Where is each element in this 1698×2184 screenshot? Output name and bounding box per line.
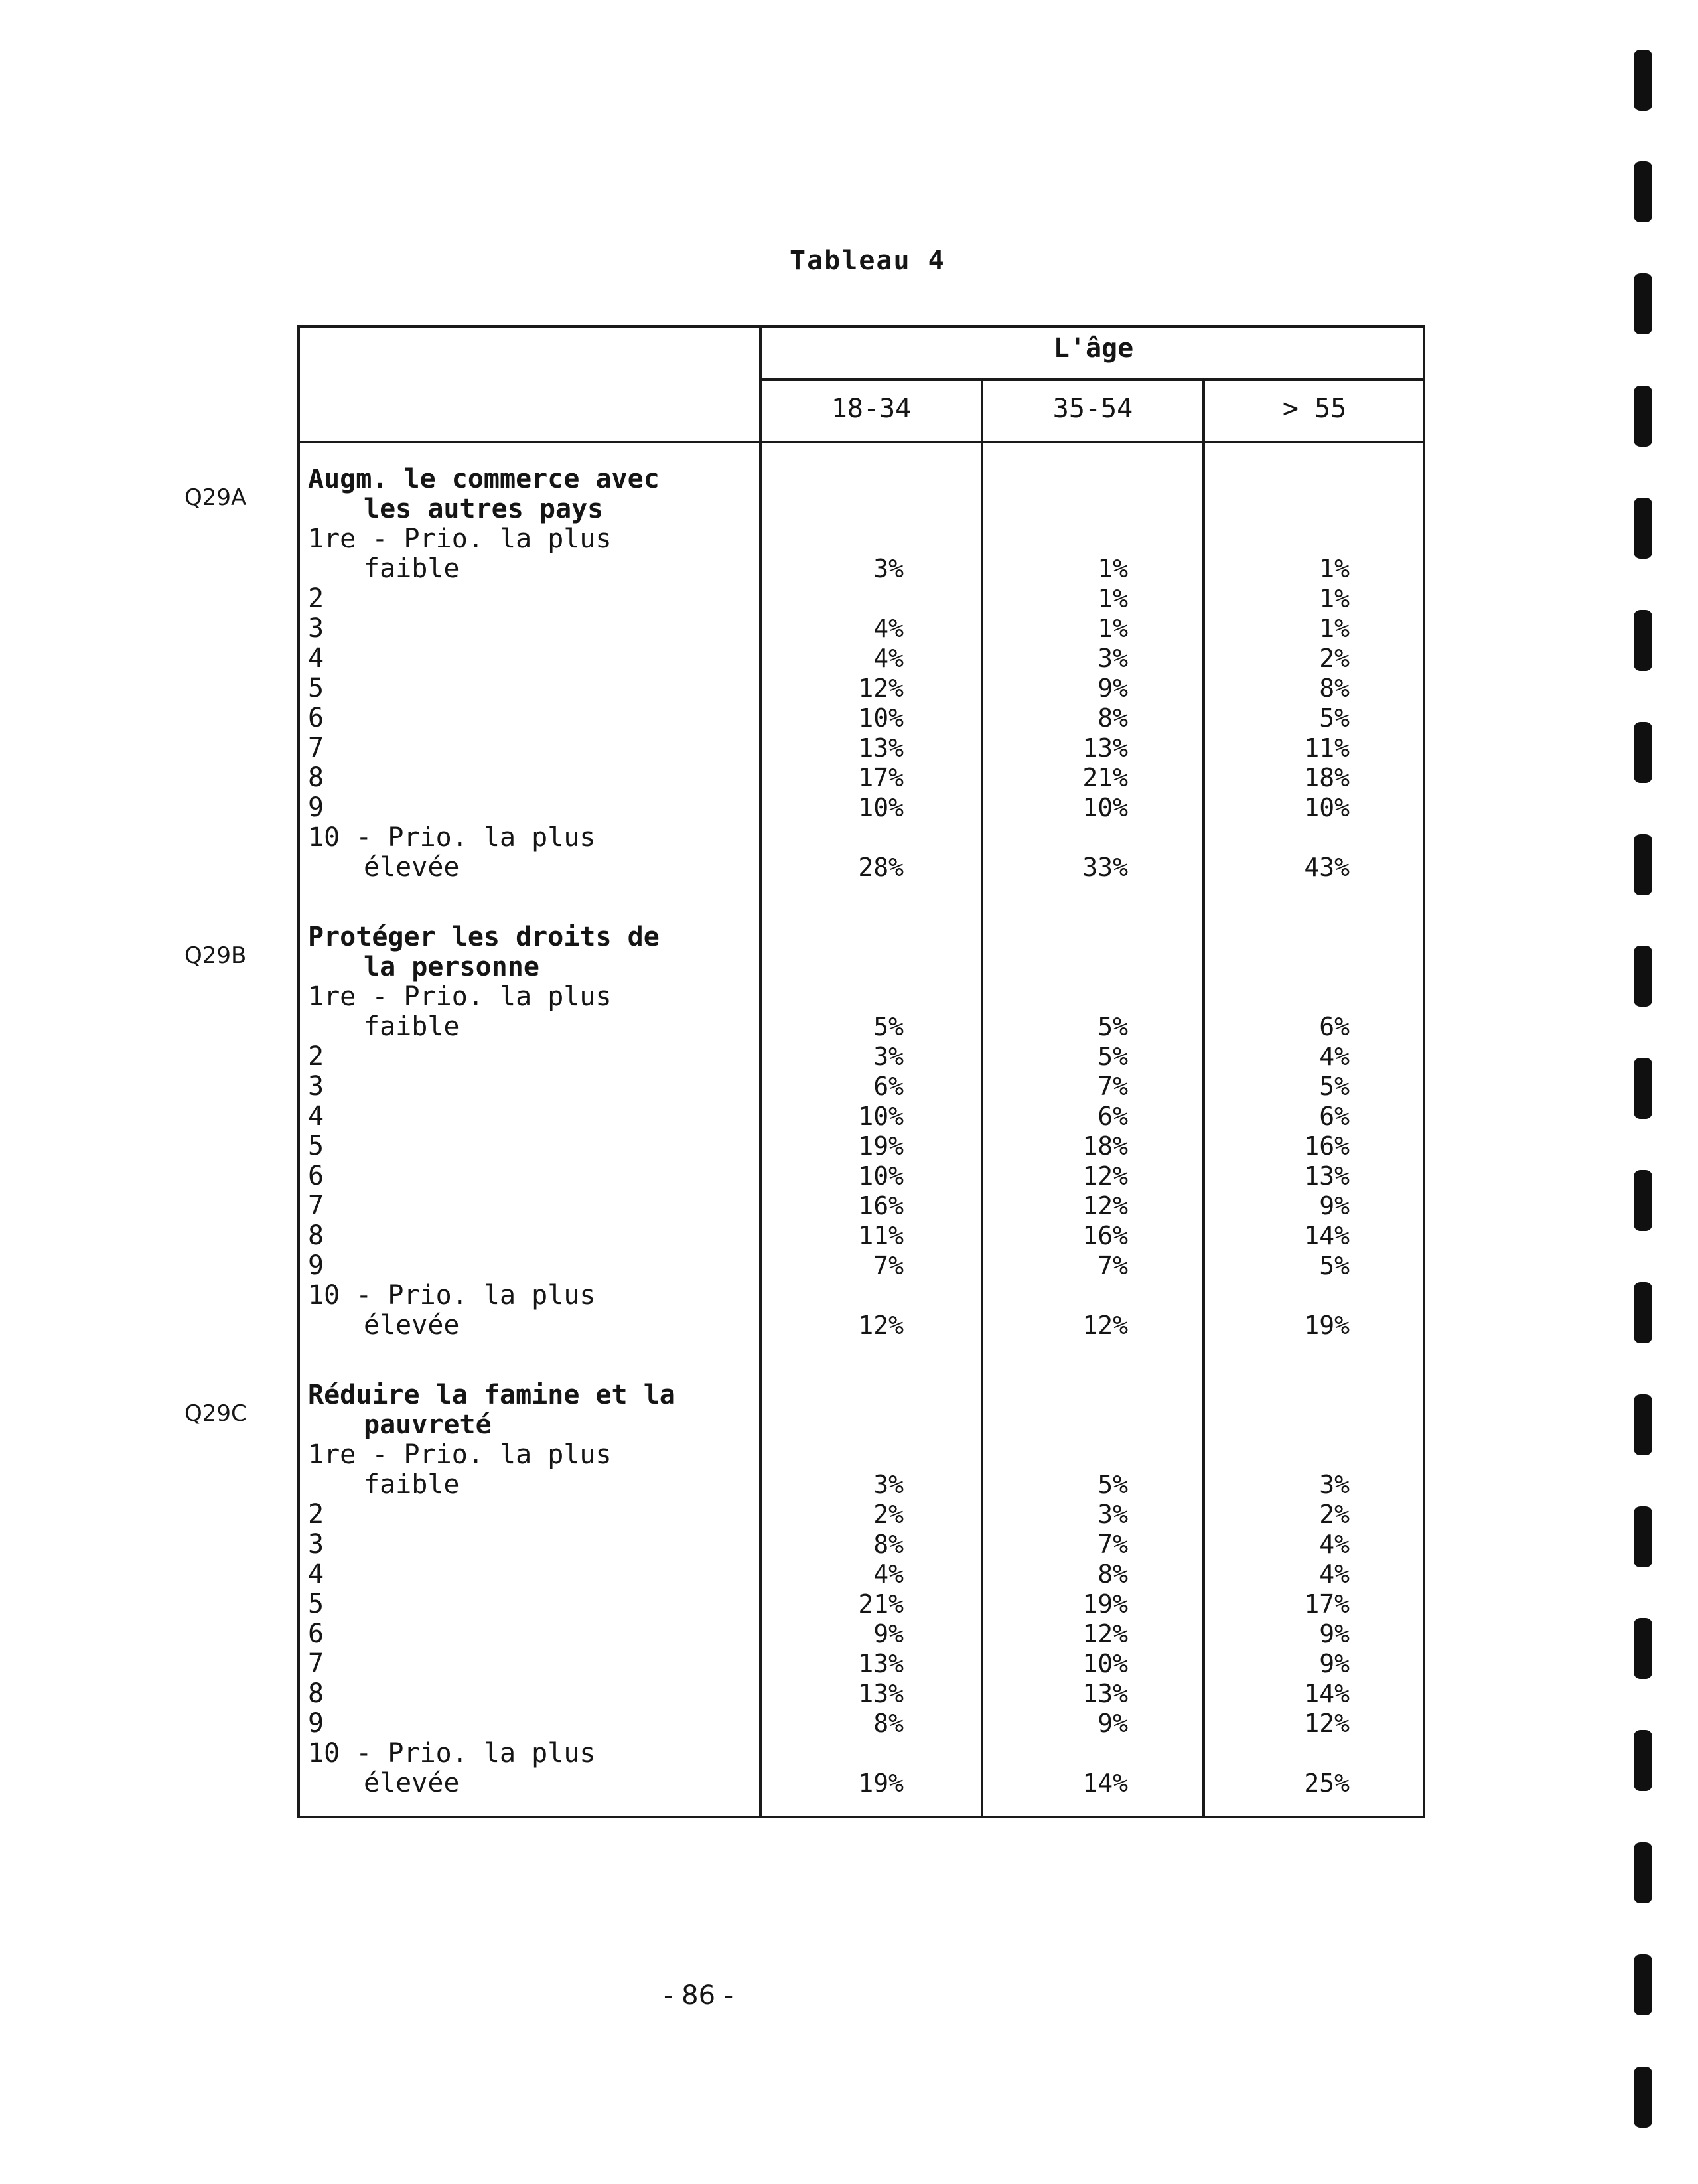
- cell-value: 12%: [1082, 1311, 1128, 1340]
- cell-value: 33%: [1082, 853, 1128, 882]
- cell-value: 3%: [1319, 1470, 1350, 1499]
- values-35-54: [995, 1380, 1128, 1798]
- cell-value: 10%: [858, 1161, 904, 1191]
- values-55-plus: [1217, 1380, 1350, 1798]
- cell-value: 25%: [1304, 1769, 1350, 1798]
- cell-value: 12%: [1082, 1191, 1128, 1220]
- cell-value: 16%: [1082, 1221, 1128, 1250]
- table-divider: [759, 378, 1425, 381]
- cell-value: 12%: [858, 1311, 904, 1340]
- table-divider: [981, 378, 983, 1818]
- cell-value: 5%: [873, 1012, 904, 1041]
- row-label: 1re - Prio. la plus: [308, 1440, 612, 1470]
- row-label: 6: [308, 1161, 324, 1191]
- cell-value: 13%: [858, 1649, 904, 1678]
- cell-value: 8%: [873, 1709, 904, 1738]
- cell-value: 2%: [873, 1500, 904, 1529]
- cell-value: 8%: [873, 1530, 904, 1559]
- question-code: Q29C: [184, 1400, 247, 1427]
- cell-value: 18%: [1082, 1131, 1128, 1161]
- row-label: faible: [364, 554, 460, 584]
- row-label: 3: [308, 614, 324, 644]
- row-label: 9: [308, 1251, 324, 1281]
- cell-value: 6%: [1319, 1012, 1350, 1041]
- binding-hole: [1634, 1954, 1652, 2015]
- cell-value: 1%: [1319, 584, 1350, 613]
- cell-value: 9%: [1097, 1709, 1128, 1738]
- cell-value: 4%: [1319, 1560, 1350, 1589]
- cell-value: 9%: [1097, 674, 1128, 703]
- cell-value: 16%: [858, 1191, 904, 1220]
- cell-value: 8%: [1097, 1560, 1128, 1589]
- cell-value: 13%: [1304, 1161, 1350, 1191]
- cell-value: 1%: [1319, 614, 1350, 643]
- cell-value: 13%: [858, 1679, 904, 1708]
- cell-value: 9%: [1319, 1619, 1350, 1648]
- values-18-34: [771, 922, 904, 1341]
- values-35-54: [995, 922, 1128, 1341]
- cell-value: 21%: [858, 1589, 904, 1619]
- cell-value: 12%: [1304, 1709, 1350, 1738]
- cell-value: 4%: [873, 1560, 904, 1589]
- section-title-line: Protéger les droits de: [308, 922, 660, 952]
- cell-value: 16%: [1304, 1131, 1350, 1161]
- cell-value: 5%: [1319, 1072, 1350, 1101]
- row-label: 4: [308, 1560, 324, 1589]
- row-label: 5: [308, 1131, 324, 1161]
- cell-value: 12%: [1082, 1161, 1128, 1191]
- row-label: élevée: [364, 1769, 460, 1798]
- cell-value: 4%: [1319, 1042, 1350, 1071]
- row-label: 9: [308, 793, 324, 823]
- row-label: 2: [308, 1042, 324, 1072]
- section-title-line: Augm. le commerce avec: [308, 465, 660, 494]
- row-label: 7: [308, 733, 324, 763]
- cell-value: 4%: [873, 614, 904, 643]
- cell-value: 10%: [858, 793, 904, 822]
- binding-hole: [1634, 1842, 1652, 1903]
- section-labels: [308, 465, 759, 883]
- cell-value: 10%: [1082, 793, 1128, 822]
- cell-value: 7%: [1097, 1072, 1128, 1101]
- page-number: - 86 -: [664, 1980, 734, 2011]
- cell-value: 3%: [873, 554, 904, 583]
- cell-value: 5%: [1097, 1042, 1128, 1071]
- cell-value: 8%: [1319, 674, 1350, 703]
- cell-value: 5%: [1097, 1470, 1128, 1499]
- row-label: 3: [308, 1530, 324, 1560]
- table-divider: [297, 441, 1425, 443]
- section-title-line: la personne: [364, 952, 539, 982]
- cell-value: 6%: [1097, 1102, 1128, 1131]
- row-label: élevée: [364, 1311, 460, 1341]
- row-label: 10 - Prio. la plus: [308, 1739, 596, 1769]
- cell-value: 10%: [1304, 793, 1350, 822]
- cell-value: 10%: [1082, 1649, 1128, 1678]
- cell-value: 19%: [1304, 1311, 1350, 1340]
- row-label: 10 - Prio. la plus: [308, 1281, 596, 1311]
- row-label: 10 - Prio. la plus: [308, 823, 596, 853]
- cell-value: 3%: [873, 1042, 904, 1071]
- row-label: 4: [308, 644, 324, 674]
- row-label: 2: [308, 1500, 324, 1530]
- binding-hole: [1634, 610, 1652, 671]
- page-title: Tableau 4: [790, 246, 946, 276]
- cell-value: 13%: [1082, 1679, 1128, 1708]
- row-label: 1re - Prio. la plus: [308, 982, 612, 1012]
- question-code: Q29A: [184, 484, 247, 511]
- cell-value: 18%: [1304, 763, 1350, 792]
- cell-value: 1%: [1097, 614, 1128, 643]
- values-18-34: [771, 1380, 904, 1798]
- binding-hole: [1634, 1506, 1652, 1567]
- cell-value: 21%: [1082, 763, 1128, 792]
- age-group-header: L'âge: [1053, 333, 1134, 364]
- cell-value: 19%: [858, 1131, 904, 1161]
- row-label: 8: [308, 1221, 324, 1251]
- cell-value: 7%: [1097, 1251, 1128, 1280]
- section-title-line: pauvreté: [364, 1410, 492, 1440]
- row-label: élevée: [364, 853, 460, 883]
- table-divider: [759, 325, 762, 1818]
- cell-value: 13%: [858, 733, 904, 763]
- row-label: 1re - Prio. la plus: [308, 524, 612, 554]
- cell-value: 6%: [873, 1072, 904, 1101]
- cell-value: 2%: [1319, 1500, 1350, 1529]
- cell-value: 9%: [1319, 1191, 1350, 1220]
- binding-hole: [1634, 1394, 1652, 1455]
- column-header-35-54: 35-54: [1052, 394, 1133, 424]
- binding-hole: [1634, 946, 1652, 1007]
- cell-value: 19%: [858, 1769, 904, 1798]
- cell-value: 9%: [1319, 1649, 1350, 1678]
- section-labels: [308, 922, 759, 1341]
- cell-value: 13%: [1082, 733, 1128, 763]
- cell-value: 12%: [858, 674, 904, 703]
- cell-value: 14%: [1304, 1221, 1350, 1250]
- binding-hole: [1634, 722, 1652, 783]
- cell-value: 2%: [1319, 644, 1350, 673]
- row-label: 8: [308, 1679, 324, 1709]
- values-18-34: [771, 465, 904, 883]
- binding-hole: [1634, 1058, 1652, 1119]
- cell-value: 17%: [1304, 1589, 1350, 1619]
- row-label: 9: [308, 1709, 324, 1739]
- cell-value: 3%: [1097, 644, 1128, 673]
- binding-hole: [1634, 386, 1652, 447]
- row-label: 4: [308, 1102, 324, 1131]
- cell-value: 11%: [1304, 733, 1350, 763]
- binding-hole: [1634, 50, 1652, 111]
- cell-value: 1%: [1319, 554, 1350, 583]
- cell-value: 4%: [1319, 1530, 1350, 1559]
- table-divider: [1202, 378, 1205, 1818]
- cell-value: 5%: [1319, 703, 1350, 733]
- row-label: 3: [308, 1072, 324, 1102]
- values-35-54: [995, 465, 1128, 883]
- cell-value: 1%: [1097, 584, 1128, 613]
- row-label: 7: [308, 1649, 324, 1679]
- row-label: 6: [308, 703, 324, 733]
- cell-value: 7%: [1097, 1530, 1128, 1559]
- cell-value: 8%: [1097, 703, 1128, 733]
- cell-value: 3%: [1097, 1500, 1128, 1529]
- cell-value: 4%: [873, 644, 904, 673]
- row-label: 8: [308, 763, 324, 793]
- binding-hole: [1634, 834, 1652, 895]
- section-title-line: Réduire la famine et la: [308, 1380, 675, 1410]
- cell-value: 17%: [858, 763, 904, 792]
- cell-value: 3%: [873, 1470, 904, 1499]
- binding-hole: [1634, 1170, 1652, 1231]
- cell-value: 28%: [858, 853, 904, 882]
- cell-value: 7%: [873, 1251, 904, 1280]
- cell-value: 6%: [1319, 1102, 1350, 1131]
- cell-value: 10%: [858, 703, 904, 733]
- binding-hole: [1634, 1282, 1652, 1343]
- row-label: 5: [308, 674, 324, 703]
- binding-hole: [1634, 273, 1652, 334]
- column-header-55-plus: > 55: [1282, 394, 1347, 424]
- binding-hole: [1634, 1618, 1652, 1679]
- cell-value: 12%: [1082, 1619, 1128, 1648]
- section-labels: [308, 1380, 759, 1798]
- cell-value: 5%: [1097, 1012, 1128, 1041]
- row-label: faible: [364, 1012, 460, 1042]
- cell-value: 1%: [1097, 554, 1128, 583]
- cell-value: 5%: [1319, 1251, 1350, 1280]
- cell-value: 19%: [1082, 1589, 1128, 1619]
- cell-value: 43%: [1304, 853, 1350, 882]
- row-label: faible: [364, 1470, 460, 1500]
- question-code: Q29B: [184, 942, 247, 969]
- row-label: 5: [308, 1589, 324, 1619]
- column-header-18-34: 18-34: [831, 394, 912, 424]
- cell-value: 14%: [1082, 1769, 1128, 1798]
- cell-value: 14%: [1304, 1679, 1350, 1708]
- section-title-line: les autres pays: [364, 494, 604, 524]
- values-55-plus: [1217, 922, 1350, 1341]
- binding-hole: [1634, 498, 1652, 559]
- cell-value: 9%: [873, 1619, 904, 1648]
- binding-hole: [1634, 1730, 1652, 1791]
- row-label: 6: [308, 1619, 324, 1649]
- row-label: 2: [308, 584, 324, 614]
- binding-hole: [1634, 2067, 1652, 2128]
- row-label: 7: [308, 1191, 324, 1221]
- binding-hole: [1634, 161, 1652, 222]
- cell-value: 10%: [858, 1102, 904, 1131]
- cell-value: 11%: [858, 1221, 904, 1250]
- values-55-plus: [1217, 465, 1350, 883]
